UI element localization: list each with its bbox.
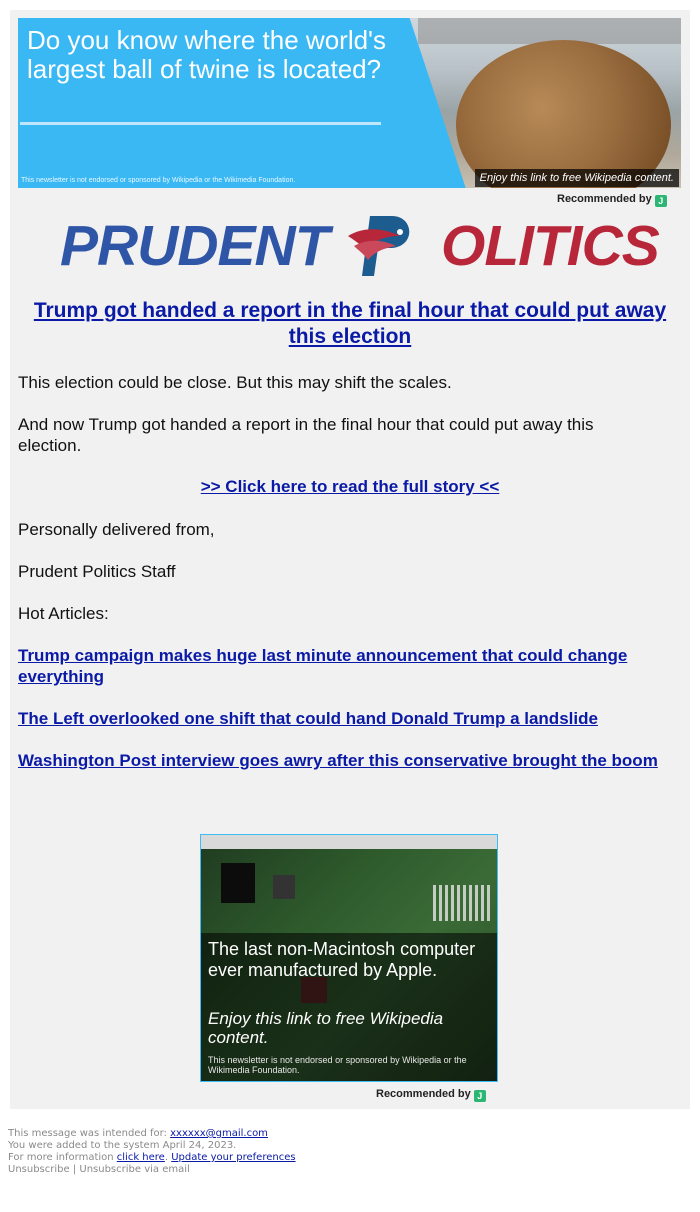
hot-article-link-2[interactable]: The Left overlooked one shift that could hand Donald Trump a landslide bbox=[18, 709, 598, 728]
jeeng-logo-icon: J bbox=[655, 195, 667, 207]
ad-divider bbox=[20, 122, 381, 125]
signoff-text: Personally delivered from, bbox=[18, 520, 215, 539]
ad-disclaimer: This newsletter is not endorsed or sponsored by Wikipedia or the Wikimedia Foundation. bbox=[21, 177, 296, 184]
recommended-label: Recommended by bbox=[557, 193, 652, 205]
footer-intended-line bbox=[8, 1128, 268, 1140]
wikipedia-ad-banner-bottom[interactable] bbox=[200, 834, 498, 1082]
ad-enjoy-caption: Enjoy this link to free Wikipedia content. bbox=[208, 1009, 444, 1047]
staff-signature: Prudent Politics Staff bbox=[18, 562, 176, 581]
unsubscribe-line[interactable]: Unsubscribe | Unsubscribe via email bbox=[8, 1164, 190, 1175]
wikipedia-ad-banner-top[interactable] bbox=[18, 18, 681, 188]
footer-separator: . bbox=[164, 1152, 172, 1163]
footer-info-line bbox=[8, 1152, 296, 1164]
logo-text-left: PRUDENT bbox=[60, 214, 329, 278]
footer-intended-label: This message was intended for: bbox=[8, 1128, 171, 1139]
recommended-label: Recommended by bbox=[376, 1088, 471, 1100]
update-preferences-link[interactable]: Update your preferences bbox=[171, 1152, 296, 1163]
footer-info-label: For more information bbox=[8, 1152, 117, 1163]
hot-article-link-1[interactable]: Trump campaign makes huge last minute announcement that could change everything bbox=[18, 646, 628, 686]
recommended-by-top[interactable] bbox=[557, 193, 667, 207]
footer-added-line: You were added to the system April 24, 2023. bbox=[8, 1140, 237, 1151]
ad-disclaimer: This newsletter is not endorsed or sponsored by Wikipedia or the Wikimedia Foundation. bbox=[208, 1055, 467, 1075]
circuit-board-edge bbox=[201, 835, 498, 849]
hot-article-link-3[interactable]: Washington Post interview goes awry after this conservative brought the boom bbox=[18, 751, 658, 770]
prudent-politics-logo[interactable] bbox=[58, 206, 659, 280]
logo-eagle-p-icon bbox=[340, 206, 420, 278]
logo-text-right: OLITICS bbox=[441, 214, 659, 278]
circuit-chip bbox=[273, 875, 295, 899]
ad-headline: Do you know where the world's largest ball of twine is located? bbox=[27, 25, 387, 84]
recommended-by-bottom[interactable] bbox=[376, 1088, 486, 1102]
article-headline-link[interactable]: Trump got handed a report in the final hour that could put away this election bbox=[33, 299, 667, 348]
circuit-pins bbox=[433, 885, 493, 921]
article-paragraph-2: And now Trump got handed a report in the final hour that could put away this election. bbox=[18, 415, 594, 455]
footer-click-here-link[interactable]: click here bbox=[116, 1152, 165, 1163]
hot-articles-heading: Hot Articles: bbox=[18, 604, 109, 623]
circuit-chip bbox=[221, 863, 255, 903]
footer-email-link[interactable]: xxxxxx@gmail.com bbox=[170, 1128, 268, 1139]
article-paragraph-1: This election could be close. But this may shift the scales. bbox=[18, 373, 452, 392]
ad-title: The last non-Macintosh computer ever manufactured by Apple. bbox=[208, 939, 476, 980]
ad-enjoy-caption: Enjoy this link to free Wikipedia content. bbox=[475, 169, 679, 187]
jeeng-logo-icon: J bbox=[474, 1090, 486, 1102]
read-full-story-link[interactable]: >> Click here to read the full story << bbox=[200, 477, 500, 496]
